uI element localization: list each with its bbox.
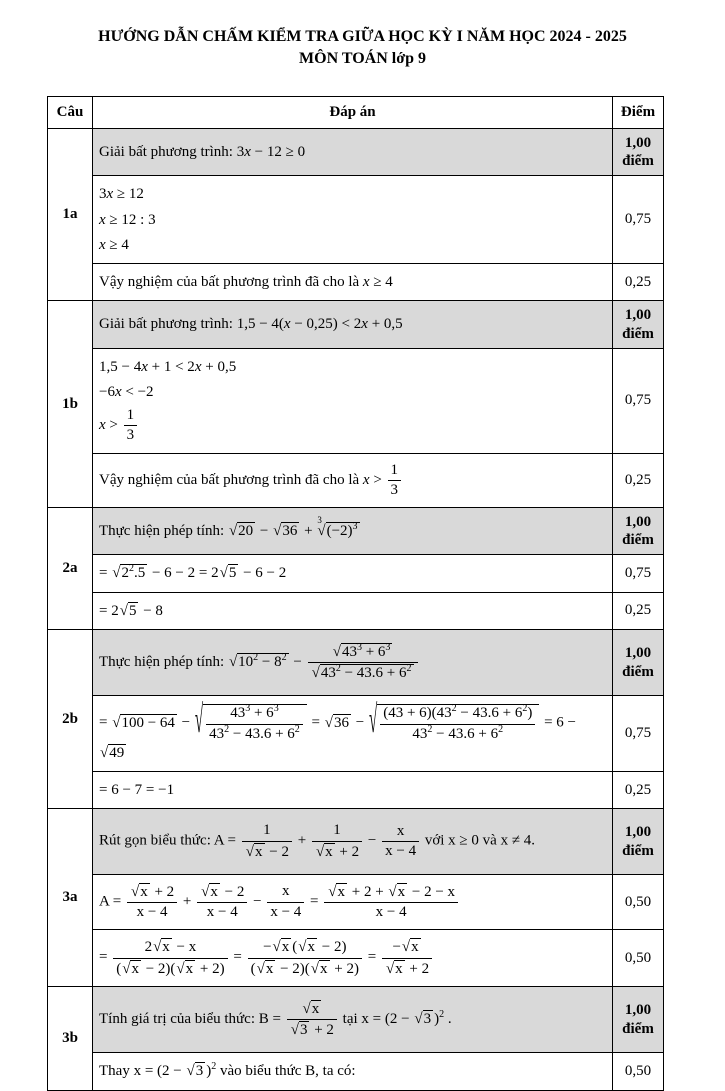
table-row bbox=[48, 930, 664, 987]
math-variable: x bbox=[114, 383, 122, 400]
radical-body bbox=[203, 704, 307, 743]
radical bbox=[414, 1010, 433, 1028]
radical bbox=[386, 960, 405, 978]
fraction-denominator: √ 3 + 2 bbox=[287, 1019, 337, 1039]
fraction bbox=[242, 822, 292, 861]
table-row bbox=[48, 629, 664, 696]
superscript: 3 bbox=[245, 703, 251, 715]
fraction-denominator: x − 4 bbox=[382, 841, 419, 860]
fraction-numerator: 1 bbox=[126, 407, 135, 424]
column-header-diem: Điểm bbox=[613, 97, 664, 129]
math-variable: x bbox=[99, 211, 106, 228]
radical-sign: √ bbox=[311, 665, 320, 682]
fraction-denominator: x − 4 bbox=[267, 902, 304, 921]
math-variable: x bbox=[99, 417, 106, 434]
radical-body: x bbox=[307, 939, 315, 956]
answer-cell bbox=[93, 129, 613, 176]
radical-body: 3 bbox=[299, 1022, 308, 1039]
fraction-denominator: √ x + 2 bbox=[382, 958, 432, 978]
radical-sign: √ bbox=[290, 1022, 299, 1039]
radical-sign: √ bbox=[310, 960, 319, 977]
superscript: 2 bbox=[294, 723, 300, 735]
score-cell: 1,00 điểm bbox=[613, 986, 664, 1053]
answer-cell bbox=[93, 696, 613, 772]
radical-sign: √ bbox=[315, 843, 325, 860]
radical-sign: √ bbox=[176, 960, 185, 977]
fraction bbox=[127, 883, 177, 922]
fraction-denominator: √ x − 2 bbox=[242, 841, 292, 861]
radical bbox=[402, 938, 421, 956]
fraction bbox=[324, 883, 458, 922]
score-cell: 0,50 bbox=[613, 1053, 664, 1090]
answer-line: = 6 − 7 = −1 bbox=[99, 782, 175, 799]
answer-line: = √ $2^2.5$ − 6 − 2 = 2 √ 5 − 6 − 2 bbox=[99, 563, 287, 582]
fraction-denominator: $43^2 - 43.6 + 6^2$ bbox=[206, 724, 303, 743]
radical bbox=[194, 700, 307, 743]
answer-cell bbox=[93, 176, 613, 264]
superscript: 2 bbox=[128, 563, 134, 575]
radical-sign: √ bbox=[298, 939, 307, 956]
answer-cell bbox=[93, 1053, 613, 1090]
math-variable: x bbox=[362, 274, 370, 291]
fraction-denominator: x − 4 bbox=[197, 902, 247, 921]
score-cell: 1,00 điểm bbox=[613, 129, 664, 176]
radical bbox=[388, 883, 407, 901]
radical-sign: √ bbox=[302, 1000, 311, 1017]
fraction bbox=[388, 462, 402, 500]
math-variable: x bbox=[283, 316, 291, 333]
answer-line: Giải bất phương trình: 3x − 12 ≥ 0 bbox=[99, 144, 306, 161]
fraction-denominator bbox=[308, 662, 418, 682]
doc-subtitle: MÔN TOÁN lớp 9 bbox=[299, 49, 426, 67]
radical-body: 100 − 64 bbox=[121, 715, 175, 732]
fraction bbox=[382, 938, 432, 978]
radical-sign: √ bbox=[194, 700, 204, 743]
fraction-denominator: √ x + 2 bbox=[312, 841, 362, 861]
radical bbox=[257, 960, 276, 978]
superscript: 3 bbox=[352, 521, 358, 533]
superscript: 2 bbox=[498, 723, 504, 735]
fraction bbox=[197, 883, 247, 922]
radical bbox=[368, 700, 539, 743]
radical-body: x bbox=[265, 960, 274, 977]
radical-sign: √ bbox=[317, 523, 326, 540]
score-cell: 1,00 điểm bbox=[613, 301, 664, 348]
answer-line: 1,5 − 4x + 1 < 2x + 0,5 bbox=[99, 358, 237, 375]
fraction bbox=[267, 883, 304, 921]
question-cell: 1a bbox=[48, 129, 93, 301]
superscript: 3 bbox=[273, 703, 279, 715]
answer-line: Giải bất phương trình: 1,5 − 4(x − 0,25) < 2x + 0,5 bbox=[99, 316, 403, 333]
radical-sign: √ bbox=[153, 939, 162, 956]
radical-body: x bbox=[255, 843, 263, 860]
radical bbox=[122, 960, 141, 978]
radical-body: 3 bbox=[195, 1063, 204, 1080]
radical-body: x bbox=[325, 843, 333, 860]
radical bbox=[273, 522, 299, 540]
radical-body: x bbox=[185, 960, 194, 977]
math-variable: x bbox=[106, 186, 114, 203]
fraction bbox=[124, 407, 138, 445]
radical bbox=[333, 643, 393, 661]
fraction-numerator: $(43 + 6)(43^2 - 43.6 + 6^2)$ bbox=[383, 703, 533, 722]
fraction-denominator: ( √ x − 2)( √ x + 2) bbox=[248, 958, 362, 978]
fraction-numerator: 2 √ x − x bbox=[144, 939, 197, 956]
fraction-numerator: x bbox=[396, 822, 405, 839]
answer-line: 3x ≥ 12 bbox=[99, 186, 144, 203]
fraction-denominator: $43^2 - 43.6 + 6^2$ bbox=[380, 724, 535, 743]
radical-sign: √ bbox=[324, 715, 333, 732]
score-cell: 1,00 điểm bbox=[613, 809, 664, 875]
fraction-denominator: ( √ x − 2)( √ x + 2) bbox=[113, 958, 227, 978]
superscript: 2 bbox=[335, 663, 341, 675]
radical-sign: √ bbox=[112, 565, 121, 582]
answer-table bbox=[47, 96, 664, 1091]
radical bbox=[220, 564, 239, 582]
score-cell: 0,25 bbox=[613, 592, 664, 629]
radical bbox=[112, 714, 177, 732]
answer-cell bbox=[93, 772, 613, 809]
radical-index: 3 bbox=[317, 515, 322, 526]
radical bbox=[176, 960, 195, 978]
fraction-numerator: − √ x bbox=[392, 939, 419, 956]
fraction bbox=[113, 938, 227, 978]
radical bbox=[229, 522, 255, 540]
radical bbox=[186, 1062, 205, 1080]
radical bbox=[246, 843, 265, 861]
superscript: 2 bbox=[427, 723, 433, 735]
score-cell: 1,00 điểm bbox=[613, 629, 664, 696]
fraction-denominator: 3 bbox=[388, 480, 402, 499]
radical bbox=[298, 938, 317, 956]
question-cell: 3a bbox=[48, 809, 93, 987]
radical-sign: √ bbox=[100, 744, 109, 761]
score-cell: 1,00 điểm bbox=[613, 508, 664, 555]
fraction bbox=[206, 705, 303, 743]
fraction-numerator bbox=[308, 643, 418, 662]
radical-body: 20 bbox=[238, 523, 254, 540]
radical-sign: √ bbox=[228, 654, 238, 671]
answer-line: Vậy nghiệm của bất phương trình đã cho là x ≥ 4 bbox=[99, 274, 393, 291]
table-row bbox=[48, 1053, 664, 1090]
radical bbox=[201, 883, 220, 901]
superscript: 2 bbox=[522, 703, 528, 715]
answer-line: −6x < −2 bbox=[99, 383, 154, 400]
fraction bbox=[380, 705, 535, 743]
question-cell: 1b bbox=[48, 301, 93, 508]
radical-body: $(-2)^3$ bbox=[326, 521, 358, 540]
answer-line: A = √ x + 2 x − 4 + √ x − 2 x − 4 − $\frac{x}{x - 4}$ = √ x + 2 + √ x − 2 − x x − 4 bbox=[99, 883, 606, 922]
table-row bbox=[48, 129, 664, 176]
answer-line: x > $\frac{1}{3}$ bbox=[99, 407, 606, 445]
fraction-numerator: $43^3 + 6^3$ bbox=[230, 703, 279, 722]
radical-sign: √ bbox=[130, 883, 140, 900]
answer-cell bbox=[93, 874, 613, 930]
table-row bbox=[48, 301, 664, 348]
math-variable: x bbox=[99, 236, 106, 253]
radical-body: x bbox=[411, 939, 419, 956]
radical-sign: √ bbox=[414, 1011, 423, 1028]
radical bbox=[312, 664, 414, 682]
superscript: 2 bbox=[406, 663, 412, 675]
radical bbox=[311, 960, 330, 978]
table-row bbox=[48, 696, 664, 772]
math-variable: x bbox=[194, 358, 202, 375]
answer-cell bbox=[93, 264, 613, 301]
answer-line: Thực hiện phép tính: √ $10^2 - 8^2$ − √ $43^3 + 6^3$ √ $43^2 - 43.6 + 6^2$ bbox=[99, 643, 606, 683]
answer-line: x ≥ 12 : 3 bbox=[99, 211, 156, 228]
radical-body: 36 bbox=[282, 523, 298, 540]
answer-cell bbox=[93, 348, 613, 453]
radical-body: 49 bbox=[109, 744, 125, 761]
question-cell: 2a bbox=[48, 508, 93, 630]
fraction-numerator: 1 bbox=[263, 822, 271, 839]
math-variable: x bbox=[361, 316, 368, 333]
fraction-numerator: − √ x ( √ x − 2) bbox=[263, 939, 347, 956]
question-cell: 3b bbox=[48, 986, 93, 1090]
radical-body: 3 bbox=[423, 1011, 432, 1028]
radical-body: x bbox=[337, 883, 345, 900]
radical bbox=[131, 883, 150, 901]
column-header-dapan: Đáp án bbox=[93, 97, 613, 129]
answer-cell bbox=[93, 592, 613, 629]
table-body bbox=[48, 129, 664, 1091]
radical-sign: √ bbox=[368, 700, 378, 743]
fraction bbox=[382, 823, 419, 861]
radical-body: $43^3 + 6^3$ bbox=[341, 641, 391, 660]
radical-body: x bbox=[281, 939, 290, 956]
fraction bbox=[248, 938, 362, 978]
radical-body: x bbox=[320, 960, 328, 977]
radical-sign: √ bbox=[388, 883, 397, 900]
table-row bbox=[48, 453, 664, 508]
score-cell: 0,25 bbox=[613, 453, 664, 508]
radical bbox=[229, 653, 289, 671]
radical bbox=[112, 564, 147, 582]
score-cell: 0,25 bbox=[613, 772, 664, 809]
answer-line: Vậy nghiệm của bất phương trình đã cho là x > $\frac{1}{3}$ bbox=[99, 462, 606, 500]
column-header-cau: Câu bbox=[48, 97, 93, 129]
radical-body: 36 bbox=[334, 715, 349, 732]
answer-cell bbox=[93, 555, 613, 592]
radical-sign: √ bbox=[122, 960, 131, 977]
radical-body: x bbox=[131, 960, 139, 977]
radical-sign: √ bbox=[256, 960, 265, 977]
answer-cell bbox=[93, 986, 613, 1053]
fraction bbox=[287, 1000, 337, 1040]
radical-sign: √ bbox=[385, 960, 395, 977]
math-variable: x bbox=[362, 471, 370, 488]
answer-line: Thay x = (2 − √ 3 )$^2$ vào biểu thức B, ta có: bbox=[99, 1061, 356, 1080]
math-variable: x bbox=[141, 358, 148, 375]
table-head bbox=[48, 97, 664, 129]
table-row bbox=[48, 555, 664, 592]
radical-body: 5 bbox=[228, 565, 237, 582]
superscript: 2 bbox=[253, 652, 259, 664]
score-cell: 0,75 bbox=[613, 348, 664, 453]
radical bbox=[328, 883, 347, 901]
table-row bbox=[48, 348, 664, 453]
radical-body: x bbox=[311, 1000, 320, 1017]
radical bbox=[273, 938, 292, 956]
radical-body: $10^2 - 8^2$ bbox=[238, 652, 287, 671]
table-row bbox=[48, 508, 664, 555]
score-cell: 0,25 bbox=[613, 264, 664, 301]
score-cell: 0,50 bbox=[613, 930, 664, 987]
radical bbox=[316, 843, 335, 861]
answer-cell bbox=[93, 301, 613, 348]
radical-sign: √ bbox=[332, 643, 341, 660]
fraction-numerator: √ x + 2 + √ x − 2 − x bbox=[328, 883, 456, 900]
radical-body: $2^2.5$ bbox=[121, 563, 146, 582]
radical-sign: √ bbox=[201, 883, 210, 900]
superscript: 3 bbox=[385, 641, 391, 653]
superscript: 3 bbox=[356, 641, 362, 653]
table-row bbox=[48, 986, 664, 1053]
radical-sign: √ bbox=[272, 939, 281, 956]
radical bbox=[302, 1000, 321, 1018]
radical-sign: √ bbox=[112, 715, 121, 732]
radical bbox=[317, 515, 359, 540]
radical bbox=[100, 744, 126, 762]
fraction-denominator: x − 4 bbox=[127, 902, 177, 921]
superscript: 2 bbox=[451, 703, 457, 715]
radical-body: x bbox=[397, 883, 406, 900]
radical-sign: √ bbox=[228, 523, 238, 540]
radical bbox=[120, 602, 139, 620]
answer-cell bbox=[93, 453, 613, 508]
radical-body: x bbox=[210, 883, 218, 900]
radical-body: x bbox=[395, 960, 403, 977]
fraction-numerator bbox=[287, 1000, 337, 1019]
score-cell: 0,75 bbox=[613, 555, 664, 592]
fraction bbox=[308, 643, 418, 683]
answer-line: x ≥ 4 bbox=[99, 236, 129, 253]
score-cell: 0,75 bbox=[613, 176, 664, 264]
fraction-denominator: x − 4 bbox=[324, 902, 458, 921]
radical-sign: √ bbox=[186, 1063, 195, 1080]
score-cell: 0,50 bbox=[613, 874, 664, 930]
doc-title: HƯỚNG DẪN CHẤM KIỂM TRA GIỮA HỌC KỲ I NĂM HỌC 2024 - 2025 bbox=[98, 28, 627, 45]
answer-cell bbox=[93, 508, 613, 555]
radical-body: 5 bbox=[128, 602, 137, 619]
fraction-numerator: √ x + 2 bbox=[130, 883, 175, 900]
radical-sign: √ bbox=[328, 883, 337, 900]
score-cell: 0,75 bbox=[613, 696, 664, 772]
superscript: 2 bbox=[211, 1061, 217, 1073]
answer-line: Tính giá trị của biểu thức: B = √ x √ 3 + 2 tại x = (2 − √ 3 )$^2$ . bbox=[99, 1000, 452, 1039]
superscript: 2 bbox=[281, 652, 287, 664]
radical bbox=[153, 938, 172, 956]
radical-sign: √ bbox=[273, 523, 282, 540]
table-row bbox=[48, 176, 664, 264]
radical-body: x bbox=[140, 883, 148, 900]
fraction-numerator: x bbox=[282, 883, 290, 900]
radical-sign: √ bbox=[219, 565, 228, 582]
answer-cell bbox=[93, 629, 613, 696]
radical-sign: √ bbox=[119, 602, 128, 619]
answer-line: = 2 √ 5 − 8 bbox=[99, 602, 163, 619]
answer-cell bbox=[93, 809, 613, 875]
fraction-numerator: 1 bbox=[390, 461, 399, 478]
math-variable: x bbox=[244, 144, 251, 161]
fraction-denominator: 3 bbox=[124, 425, 138, 444]
table-row bbox=[48, 264, 664, 301]
table-row bbox=[48, 809, 664, 875]
table-row bbox=[48, 772, 664, 809]
answer-line: Thực hiện phép tính: √ 20 − √ 36 + 3 √ $(-2)^3$ bbox=[99, 515, 358, 540]
radical bbox=[325, 714, 351, 732]
fraction bbox=[312, 822, 362, 861]
table-row bbox=[48, 592, 664, 629]
fraction-numerator: √ x − 2 bbox=[201, 883, 245, 900]
header-row bbox=[48, 97, 664, 129]
question-cell: 2b bbox=[48, 629, 93, 809]
superscript: 2 bbox=[439, 1009, 445, 1021]
radical-body: x bbox=[162, 939, 170, 956]
radical-sign: √ bbox=[401, 939, 411, 956]
fraction-numerator: 1 bbox=[333, 822, 341, 839]
answer-cell bbox=[93, 930, 613, 987]
answer-line: Rút gọn biểu thức: A = 1 √ x − 2 + 1 √ x + 2 − $\frac{x}{x - 4}$ với x ≥ 0 và x ≠ 4. bbox=[99, 822, 536, 860]
answer-line: = 2 √ x − x ( √ x − 2)( √ x + 2) = − √ x ( √ x − 2) ( √ x − 2)( √ x + 2) = − √ x √ x + 2 bbox=[99, 938, 606, 978]
radical-sign: √ bbox=[245, 843, 254, 860]
radical-body: $43^2 - 43.6 + 6^2$ bbox=[320, 663, 412, 682]
answer-line: = √ 100 − 64 − √ $\frac{43^3 + 6^3}{43^2 - 43.6 + 6^2}$ = √ 36 − √ $\frac{(43 + 6)(43^2 - 43.6 + 6^2)}{43^2 - 43.6 + 6^2}$ = 6 − √ 49 bbox=[99, 700, 576, 761]
radical-body bbox=[377, 704, 539, 743]
table-row bbox=[48, 874, 664, 930]
superscript: 2 bbox=[224, 723, 230, 735]
